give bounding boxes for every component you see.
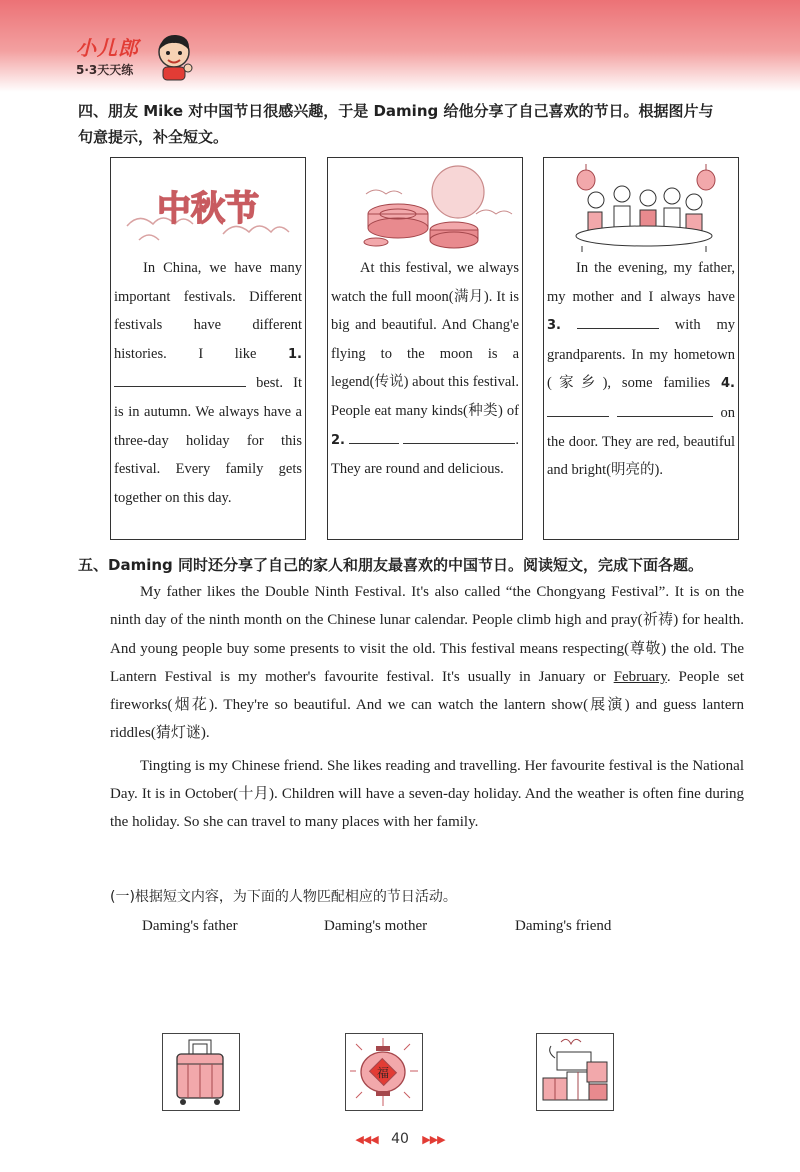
passage-paragraph-2: Tingting is my Chinese friend. She likes reading and travelling. Her favourite festival is the National Day. It is in October(十月). Children will have a seven-day holiday. And the weather is often fine during the holiday. So she can travel to many places with her family.: [110, 757, 744, 831]
family-dinner-image: [552, 164, 730, 252]
mascot-icon: [152, 28, 196, 82]
panel-3-text-a: In the evening, my father, my mother and I always have: [547, 260, 735, 305]
section5-title: 五、Daming 同时还分享了自己的家人和朋友最喜欢的中国节日。阅读短文，完成下面各题。: [78, 556, 703, 574]
panel-1-text-a: In China, we have many important festivals. Different festivals have different histories. I like: [114, 260, 302, 362]
blank-2-input-a[interactable]: [349, 429, 399, 444]
paragraph-1-part-b: . People set fireworks(烟花). They're so beautiful. And we can watch the lantern show(展演) and guess lantern riddles(猜灯谜).: [110, 668, 744, 742]
lantern-icon: [346, 1034, 421, 1109]
subquestion-1-title: (一)根据短文内容，为下面的人物匹配相应的节日活动。: [110, 889, 457, 905]
panel-3-text: [544, 254, 738, 485]
activity-lantern[interactable]: [345, 1033, 423, 1111]
blank-1-number: 1.: [288, 346, 302, 362]
section4-title-line1: 四、朋友 Mike 对中国节日很感兴趣，于是 Daming 给他分享了自己喜欢的节日。根据图片与: [78, 102, 714, 120]
panel-2-text: [328, 254, 522, 484]
activity-gifts[interactable]: [536, 1033, 614, 1111]
blank-3-input[interactable]: [577, 314, 659, 329]
panel-1: [110, 157, 306, 540]
panel-1-text: [111, 254, 305, 512]
panel-3-text-b: with my grandparents. In my hometown (家乡), some families: [547, 317, 736, 392]
page-footer: [340, 1131, 460, 1147]
banner-text: 中秋节: [157, 189, 259, 229]
blank-2-input-b[interactable]: [403, 429, 515, 444]
gifts-icon: [537, 1034, 612, 1109]
blank-3-number: 3.: [547, 318, 561, 334]
underlined-word: February: [613, 668, 667, 685]
panel-3: [543, 157, 739, 540]
brand-subtitle: 5·3天天练: [76, 63, 134, 77]
prev-arrows-icon: ◀◀◀: [355, 1133, 378, 1146]
paragraph-1-part-a: My father likes the Double Ninth Festival. It's also called “the Chongyang Festival”. It is on the ninth day of the ninth month on the Chinese lunar calendar. People climb high and pray(祈祷) for health. And young people buy some presents to visit the old. This festival means respecting(尊敬) the old. The Lantern Festival is my mother's favourite festival. It's usually in January or: [110, 584, 744, 685]
panel-2: [327, 157, 523, 540]
blank-4-number: 4.: [721, 376, 735, 392]
panel-1-text-b: best. It is in autumn. We always have a three-day holiday for this festival. Every family gets together on this day.: [114, 375, 302, 506]
panel-2-text-b: . They are round and delicious.: [331, 431, 520, 478]
lantern-fu-character: 福: [376, 1066, 390, 1080]
blank-2-number: 2.: [331, 432, 345, 448]
suitcase-icon: [163, 1034, 238, 1109]
brand-logo: [76, 32, 139, 78]
passage-paragraph-1: [110, 578, 744, 748]
panel-2-text-a: At this festival, we always watch the full moon(满月). It is big and beautiful. And Chang'e flying to the moon is a legend(传说) about this festival. People eat many kinds(种类) of: [331, 260, 519, 419]
person-mother: Daming's mother: [324, 918, 428, 934]
panel-3-text-c: on the door. They are red, beautiful and bright(明亮的).: [547, 404, 735, 479]
blank-1-input[interactable]: [114, 372, 246, 387]
blank-4-input-b[interactable]: [617, 402, 713, 417]
mooncakes-image: [336, 164, 514, 252]
reading-passage: [110, 578, 744, 837]
section4-title: [78, 98, 713, 150]
blank-4-input-a[interactable]: [547, 402, 609, 417]
person-father: Daming's father: [142, 918, 238, 934]
page-number: 40: [391, 1131, 409, 1147]
person-friend: Daming's friend: [515, 918, 612, 934]
next-arrows-icon: ▶▶▶: [422, 1133, 445, 1146]
brand-name: 小儿郎: [76, 36, 139, 60]
mid-autumn-banner-image: [119, 164, 297, 252]
section4-title-line2: 句意提示，补全短文。: [78, 128, 229, 146]
activity-suitcase[interactable]: [162, 1033, 240, 1111]
